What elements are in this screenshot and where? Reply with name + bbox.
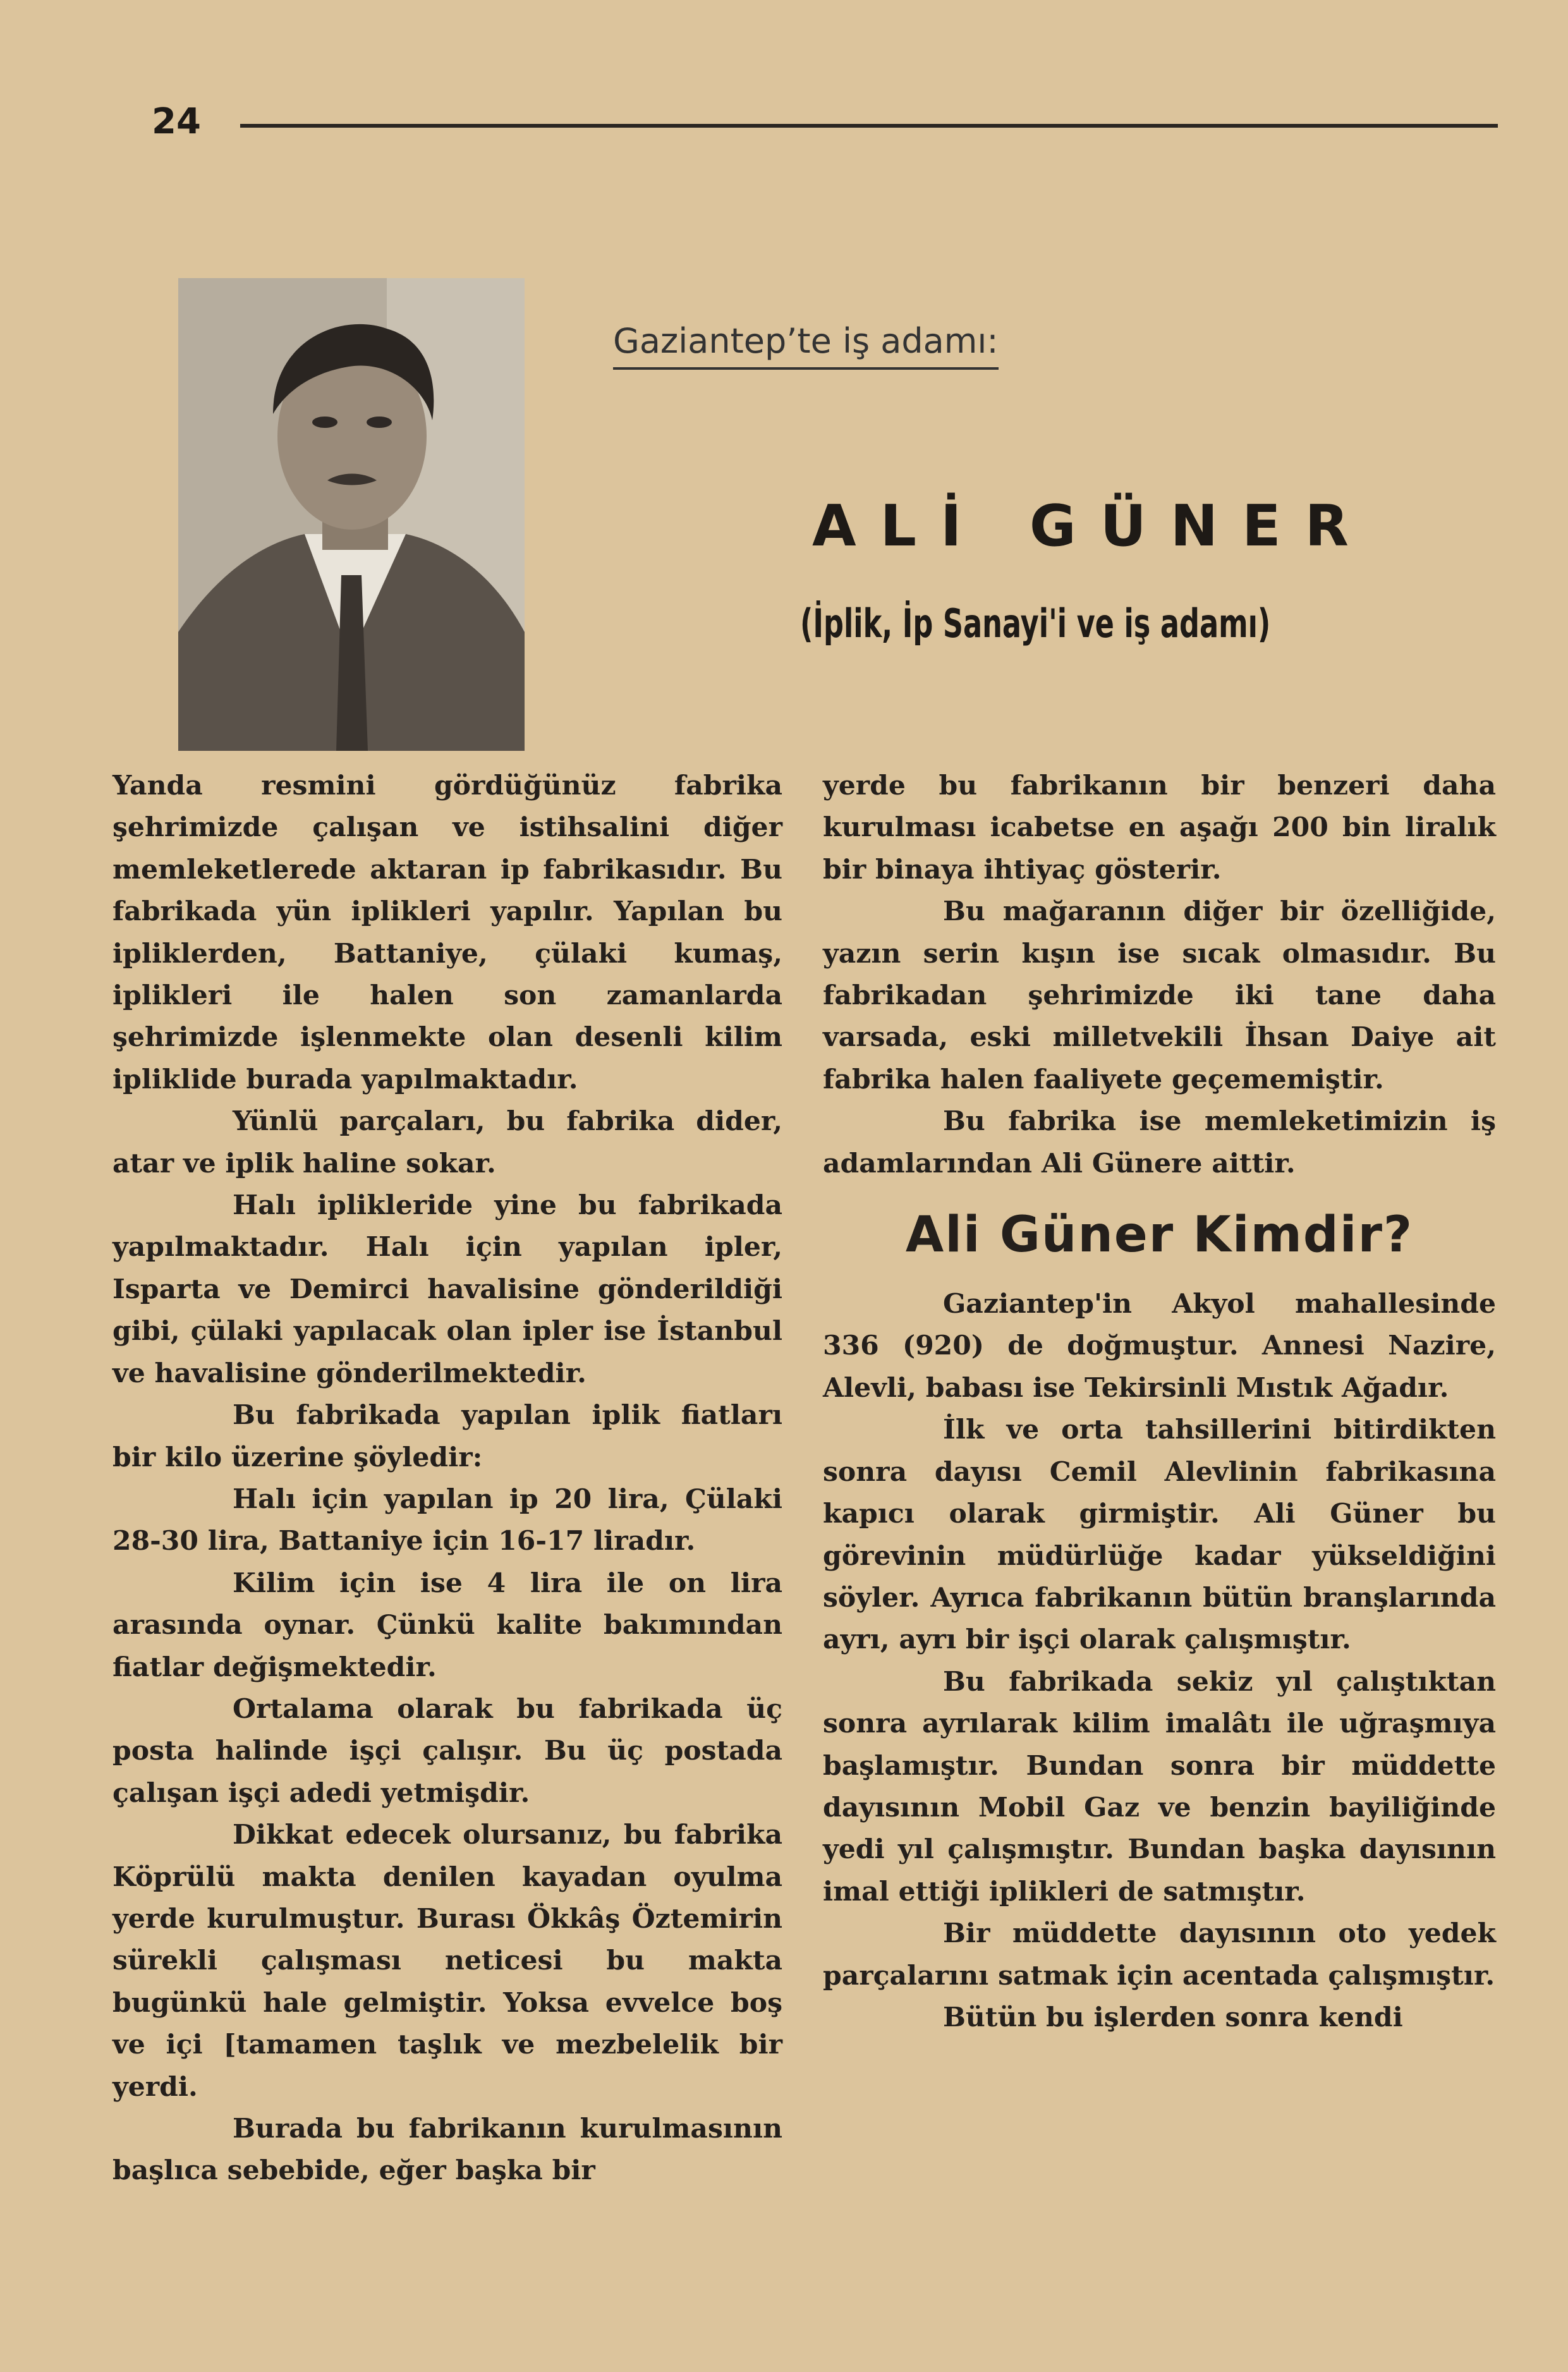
paragraph: Bu fabrikada yapılan iplik fiatları bir kilo üzerine şöyledir: <box>112 1399 782 1473</box>
page-number: 24 <box>152 101 201 142</box>
paragraph: Bu mağaranın diğer bir özelliğide, yazın serin kışın ise sıcak olmasıdır. Bu fabrikadan şehrimizde iki tane daha varsada, eski milletvekili İhsan Daiye ait fabrika halen faaliyete geçememiştir. <box>823 896 1496 1095</box>
left-column <box>112 765 782 2192</box>
paragraph: yerde bu fabrikanın bir benzeri daha kurulması icabetse en aşağı 200 bin liralık bir binaya ihtiyaç gösterir. <box>823 770 1496 885</box>
paragraph: Yanda resmini gördüğünüz fabrika şehrimizde çalışan ve istihsalini diğer memleketlerede aktaran ip fabrikasıdır. Bu fabrikada yün iplikleri yapılır. Yapılan bu ipliklerden, Battaniye, çülaki kumaş, iplikleri ile halen son zamanlarda şehrimizde işlenmekte olan desenli kilim ipliklide burada yapılmaktadır. <box>112 770 782 1095</box>
paragraph: Gaziantep'in Akyol mahallesinde 336 (920) de doğmuştur. Annesi Nazire, Alevli, babası ise Tekirsinli Mıstık Ağadır. <box>823 1288 1496 1404</box>
paragraph: Yünlü parçaları, bu fabrika dider, atar ve iplik haline sokar. <box>112 1105 782 1179</box>
paragraph: Dikkat edecek olursanız, bu fabrika Köprülü makta denilen kayadan oyulma yerde kurulmuştur. Burası Ökkâş Öztemirin sürekli çalışması neticesi bu makta bugünkü hale gelmiştir. Yoksa evvelce boş ve içi [tamamen taşlık ve mezbelelik bir yerdi. <box>112 1819 782 2103</box>
portrait-photo <box>178 278 525 751</box>
paragraph: Ortalama olarak bu fabrikada üç posta halinde işçi çalışır. Bu üç postada çalışan işçi adedi yetmişdir. <box>112 1693 782 1809</box>
article-title: ALİ GÜNER <box>812 493 1373 559</box>
paragraph: Burada bu fabrikanın kurulmasının başlıca sebebide, eğer başka bir <box>112 2113 782 2187</box>
paragraph: Bu fabrika ise memleketimizin iş adamlarından Ali Günere aittir. <box>823 1105 1496 1179</box>
paragraph: Halı iplikleride yine bu fabrikada yapılmaktadır. Halı için yapılan ipler, Isparta ve Demirci havalisine gönderildiği gibi, çülaki yapılacak olan ipler ise İstanbul ve havalisine gönderilmektedir. <box>112 1189 782 1389</box>
right-column <box>823 765 1496 2038</box>
portrait-illustration <box>178 278 525 751</box>
section-heading: Ali Güner Kimdir? <box>905 1207 1414 1264</box>
article-subtitle: (İplik, İp Sanayi'i ve iş adamı) <box>800 600 1271 647</box>
paragraph: İlk ve orta tahsillerini bitirdikten sonra dayısı Cemil Alevlinin fabrikasına kapıcı olarak girmiştir. Ali Güner bu görevinin müdürlüğe kadar yükseldiğini söyler. Ayrıca fabrikanın bütün branşlarında ayrı, ayrı bir işçi olarak çalışmıştır. <box>823 1414 1496 1656</box>
paragraph: Bu fabrikada sekiz yıl çalıştıktan sonra ayrılarak kilim imalâtı ile uğraşmıya başlamıştır. Bundan sonra bir müddette dayısının Mobil Gaz ve benzin bayiliğinde yedi yıl çalışmıştır. Bundan başka dayısının imal ettiği iplikleri de satmıştır. <box>823 1665 1496 1907</box>
paragraph: Kilim için ise 4 lira ile on lira arasında oynar. Çünkü kalite bakımından fiatlar değişmektedir. <box>112 1567 782 1683</box>
paragraph: Bir müddette dayısının oto yedek parçalarını satmak için acentada çalışmıştır. <box>823 1918 1496 1992</box>
header-rule <box>240 124 1498 128</box>
paragraph: Halı için yapılan ip 20 lira, Çülaki 28-30 lira, Battaniye için 16-17 liradır. <box>112 1483 782 1557</box>
article-kicker: Gaziantep’te iş adamı: <box>613 321 999 370</box>
paragraph: Bütün bu işlerden sonra kendi <box>943 2001 1403 2033</box>
